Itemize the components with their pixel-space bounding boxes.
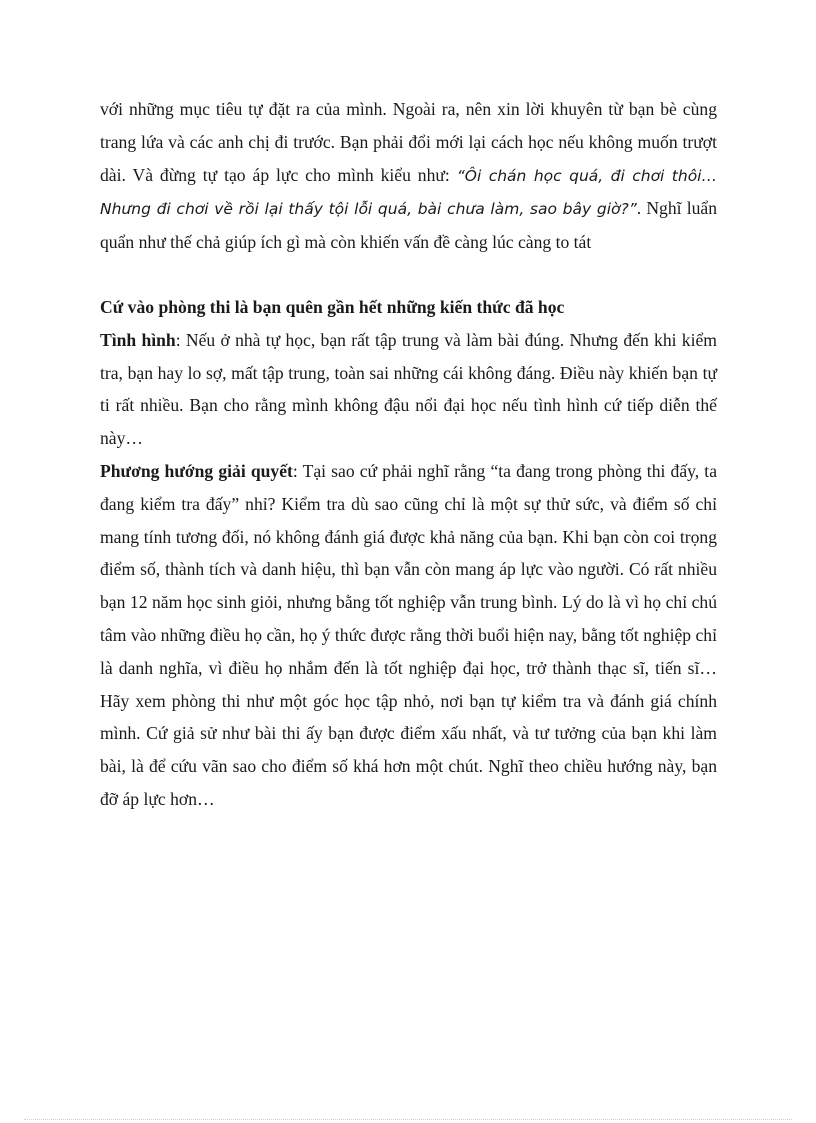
situation-paragraph [100, 324, 717, 455]
situation-text: : Nếu ở nhà tự học, bạn rất tập trung và làm bài đúng. Nhưng đến khi kiểm tra, bạn hay lo sợ, mất tập trung, toàn sai những cái không đáng. Điều này khiến bạn tự ti rất nhiều. Bạn cho rằng mình không đậu nổi đại học nếu tình hình cứ tiếp diễn thế này… [100, 329, 717, 449]
paragraph-spacer [100, 259, 717, 291]
intro-text: với những mục tiêu tự đặt ra của mình. Ngoài ra, nên xin lời khuyên từ bạn bè cùng trang lứa và các anh chị đi trước. Bạn phải đổi mới lại cách học nếu không muốn trượt dài. Và đừng tự tạo áp lực cho mình kiểu như: [100, 99, 717, 185]
solution-text: : Tại sao cứ phải nghĩ rằng “ta đang trong phòng thi đấy, ta đang kiểm tra đấy” nhỉ? Kiểm tra dù sao cũng chỉ là một sự thử sức, và điểm số chỉ mang tính tương đối, nó không đánh giá được khả năng của bạn. Khi bạn còn coi trọng điểm số, thành tích và danh hiệu, thì bạn vẫn còn mang áp lực vào người. Có rất nhiều bạn 12 năm học sinh giỏi, nhưng bằng tốt nghiệp vẫn trung bình. Lý do là vì họ chỉ chú tâm vào những điều họ cần, họ ý thức được rằng thời buổi hiện nay, bằng tốt nghiệp chỉ là danh nghĩa, vì điều họ nhắm đến là tốt nghiệp đại học, trở thành thạc sĩ, tiến sĩ… Hãy xem phòng thi như một góc học tập nhỏ, nơi bạn tự kiểm tra và đánh giá chính mình. Cứ giả sử như bài thi ấy bạn được điểm xấu nhất, và tư tưởng của bạn khi làm bài, là để cứu vãn sao cho điểm số khá hơn một chút. Nghĩ theo chiều hướng này, bạn đỡ áp lực hơn… [100, 460, 718, 809]
intro-text-end: . Nghĩ luẩn quẩn như thế chả giúp ích gì mà còn khiến vấn đề càng lúc càng to tát [100, 198, 717, 253]
solution-paragraph [100, 455, 717, 816]
intro-quote: “Ôi chán học quá, đi chơi thôi… Nhưng đi chơi về rồi lại thấy tội lỗi quá, bài chưa làm, sao bây giờ?” [100, 166, 717, 219]
section-heading: Cứ vào phòng thi là bạn quên gần hết những kiến thức đã học [100, 296, 565, 317]
situation-label: Tình hình [100, 329, 176, 350]
page-bottom-divider [24, 1119, 792, 1120]
intro-paragraph [100, 93, 717, 259]
solution-label: Phương hướng giải quyết [100, 460, 293, 481]
document-body [100, 93, 717, 816]
